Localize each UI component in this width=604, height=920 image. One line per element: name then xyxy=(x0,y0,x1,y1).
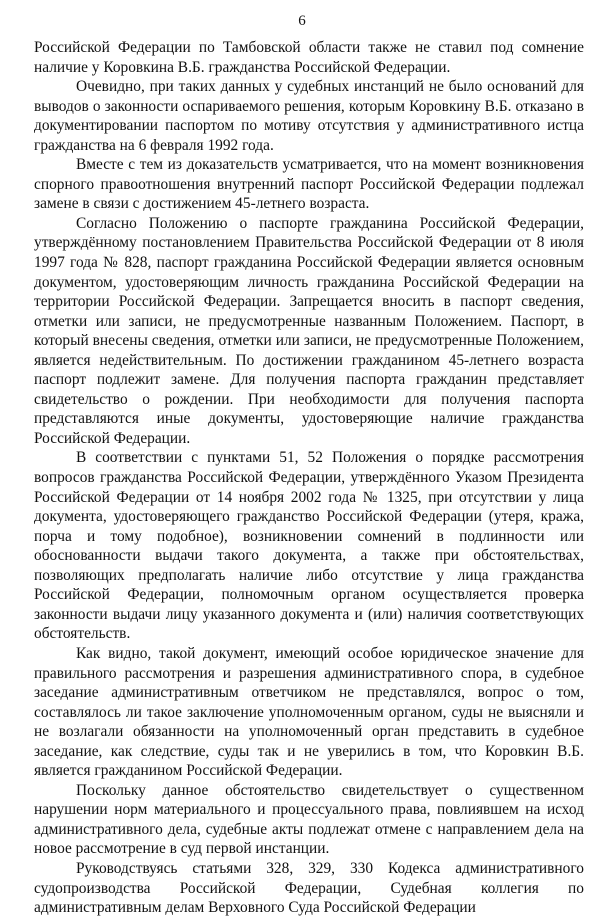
paragraph-document-not-presented: Как видно, такой документ, имеющий особое юридическое значение для правильного рассмотрения и разрешения административного спора, в судебное заседание административным ответчиком не представлялся, вопрос о том, составлялось ли такое заключение уполномоченным органом, суды не выясняли и не возлагали обязанности на уполномоченный орган представить в судебное заседание, как следствие, суды так и не уверились в том, что Коровкин В.Б. является гражданином Российской Федерации. xyxy=(34,644,584,780)
paragraph-passport-regulation: Согласно Положению о паспорте гражданина Российской Федерации, утверждённому постановлением Правительства Российской Федерации от 8 июля 1997 года № 828, паспорт гражданина Российской Федерации является основным документом, удостоверяющим личность гражданина Российской Федерации на территории Российской Федерации. Запрещается вносить в паспорт сведения, отметки или записи, не предусмотренные названным Положением. Паспорт, в который внесены сведения, отметки или записи, не предусмотренные Положением, является недействительным. По достижении гражданином 45-летнего возраста паспорт подлежит замене. Для получения паспорта гражданин представляет свидетельство о рождении. При необходимости для получения паспорта представляются иные документы, удостоверяющие наличие гражданства Российской Федерации. xyxy=(34,214,584,447)
paragraph-continuation: Российской Федерации по Тамбовской области также не ставил под сомнение наличие у Коровкина В.Б. гражданства Российской Федерации. xyxy=(34,39,584,76)
paragraph-passport-replacement: Вместе с тем из доказательств усматривается, что на момент возникновения спорного правоотношения внутренний паспорт Российской Федерации подлежал замене в связи с достижением 45-летнего возраста. xyxy=(34,156,584,213)
paragraph-no-grounds: Очевидно, при таких данных у судебных инстанций не было оснований для выводов о законности оспариваемого решения, которым Коровкину В.Б. отказано в документировании паспортом по мотиву отсутствия у административного истца гражданства на 6 февраля 1992 года. xyxy=(34,78,584,154)
page-number: 6 xyxy=(298,13,306,29)
paragraph-citizenship-procedure: В соответствии с пунктами 51, 52 Положения о порядке рассмотрения вопросов гражданства Российской Федерации, утверждённого Указом Президента Российской Федерации от 14 ноября 2002 года № 1325, при отсутствии у лица документа, удостоверяющего гражданство Российской Федерации (утеря, кража, порча и тому подобное), возникновении сомнений в подлинности или обоснованности выдачи такого документа, а также при обстоятельствах, позволяющих предполагать наличие либо отсутствие у лица гражданства Российской Федерации, полномочным органом осуществляется проверка законности выдачи лицу указанного документа и (или) наличия соответствующих обстоятельств. xyxy=(34,449,584,643)
paragraph-guided-by-articles: Руководствуясь статьями 328, 329, 330 Кодекса административного судопроизводства Российской Федерации, Судебная коллегия по административным делам Верховного Суда Российской Федерации xyxy=(34,859,584,917)
paragraph-violation-conclusion: Поскольку данное обстоятельство свидетельствует о существенном нарушении норм материального и процессуального права, повлиявшем на исход административного дела, судебные акты подлежат отмене с направлением дела на новое рассмотрение в суд первой инстанции. xyxy=(34,781,584,858)
document-body xyxy=(34,38,584,918)
